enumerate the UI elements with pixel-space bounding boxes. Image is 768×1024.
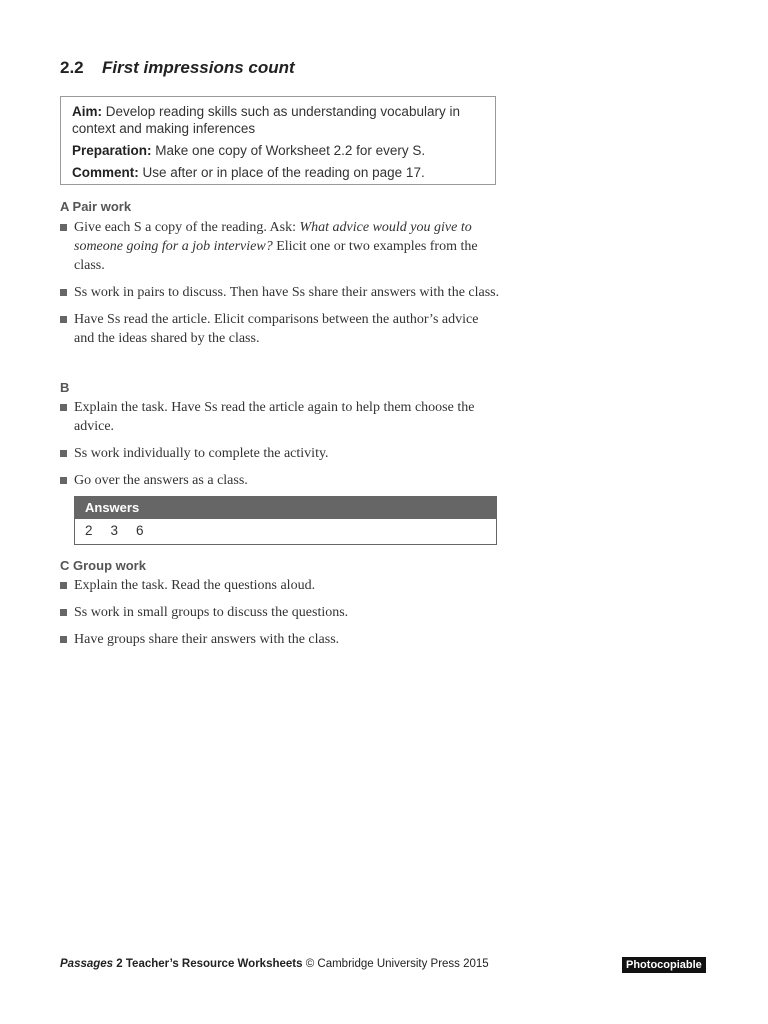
question-text: What advice would you give to someone going for a job interview? — [74, 220, 472, 254]
comment-text: Use after or in place of the reading on page 17. — [142, 165, 425, 180]
answers-box — [74, 496, 497, 545]
aim-label: Aim: — [72, 104, 102, 119]
section-number: 2.2 — [60, 58, 84, 77]
section-title: First impressions count — [102, 58, 295, 77]
section-c-letter: C — [60, 558, 70, 573]
page-footer — [60, 958, 489, 970]
brand-level: 2 — [116, 958, 123, 970]
bullet-square-icon — [60, 316, 67, 323]
bullet-square-icon — [60, 224, 67, 231]
list-item: Explain the task. Read the questions aloud. — [60, 576, 500, 595]
bullet-square-icon — [60, 609, 67, 616]
product-name: Teacher’s Resource Worksheets — [125, 958, 303, 970]
preparation-label: Preparation: — [72, 143, 152, 158]
bullet-square-icon — [60, 450, 67, 457]
info-box — [60, 96, 496, 185]
page-title — [60, 58, 295, 78]
brand-name: Passages — [60, 958, 114, 970]
section-a-heading — [60, 199, 131, 214]
section-a-list — [60, 218, 500, 356]
answer-value: 3 — [110, 523, 119, 538]
section-c-heading — [60, 558, 146, 573]
list-item: Go over the answers as a class. — [60, 471, 500, 490]
answers-label: Answers — [75, 497, 496, 519]
section-a-title: Pair work — [72, 199, 132, 214]
bullet-square-icon — [60, 582, 67, 589]
section-c-list — [60, 576, 500, 657]
comment-line — [72, 164, 485, 181]
list-item: Ss work individually to complete the activity. — [60, 444, 500, 463]
aim-text: Develop reading skills such as understanding vocabulary in context and making inferences — [72, 104, 460, 136]
bullet-square-icon — [60, 289, 67, 296]
answers-values — [75, 519, 496, 538]
section-b-heading — [60, 380, 69, 395]
section-b-letter: B — [60, 380, 70, 395]
bullet-square-icon — [60, 404, 67, 411]
preparation-text: Make one copy of Worksheet 2.2 for every S. — [155, 143, 426, 158]
preparation-line — [72, 142, 485, 159]
list-item: Give each S a copy of the reading. Ask: What advice would you give to someone going for a job interview? Elicit one or two examples from the class. — [60, 218, 500, 275]
list-item: Ss work in small groups to discuss the questions. — [60, 603, 500, 622]
bullet-square-icon — [60, 477, 67, 484]
list-item: Ss work in pairs to discuss. Then have Ss share their answers with the class. — [60, 283, 500, 302]
list-item: Explain the task. Have Ss read the article again to help them choose the advice. — [60, 398, 500, 436]
aim-line — [72, 103, 485, 137]
section-b-list — [60, 398, 500, 498]
bullet-square-icon — [60, 636, 67, 643]
comment-label: Comment: — [72, 165, 139, 180]
copyright: © Cambridge University Press 2015 — [305, 958, 489, 970]
photocopiable-badge: Photocopiable — [622, 957, 706, 973]
answer-value: 6 — [136, 523, 144, 538]
section-c-title: Group work — [73, 558, 146, 573]
list-item: Have Ss read the article. Elicit comparisons between the author’s advice and the ideas shared by the class. — [60, 310, 500, 348]
answer-value: 2 — [85, 523, 93, 538]
section-a-letter: A — [60, 199, 69, 214]
list-item: Have groups share their answers with the class. — [60, 630, 500, 649]
